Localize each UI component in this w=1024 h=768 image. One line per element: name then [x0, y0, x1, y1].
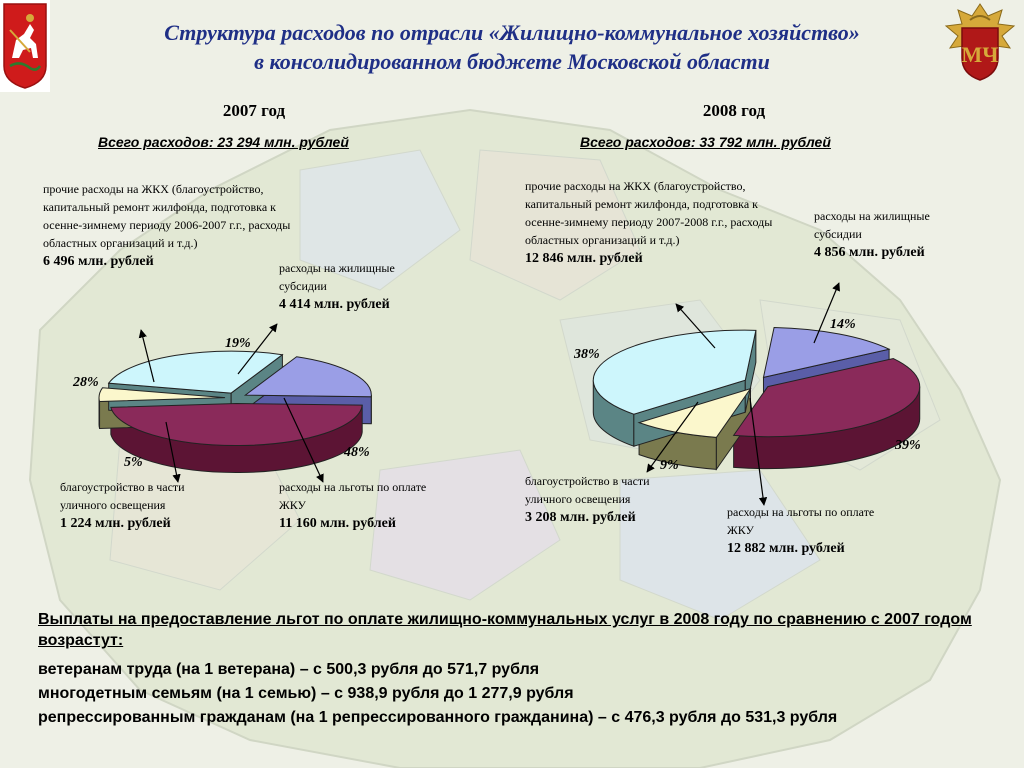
label-2008-other [525, 177, 780, 269]
label-2007-benefits [279, 478, 439, 534]
label-2008-benefits-text: расходы на льготы по оплате ЖКУ [727, 505, 875, 537]
label-2008-lighting-amount: 3 208 млн. рублей [525, 510, 636, 525]
pct-2008-subsidy: 14% [830, 317, 856, 332]
label-2007-subsidy [279, 259, 429, 315]
label-2007-other [43, 180, 293, 272]
pct-2007-subsidy: 19% [225, 336, 251, 351]
label-2007-lighting-amount: 1 224 млн. рублей [60, 516, 171, 531]
title-line-1: Структура расходов по отрасли «Жилищно-коммунальное хозяйство» [164, 20, 860, 45]
benefits-note [38, 609, 988, 730]
label-2008-other-amount: 12 846 млн. рублей [525, 251, 643, 266]
label-2008-lighting [525, 472, 695, 528]
label-2007-benefits-text: расходы на льготы по оплате ЖКУ [279, 480, 427, 512]
label-2008-subsidy-text: расходы на жилищные субсидии [814, 209, 930, 241]
label-2007-other-amount: 6 496 млн. рублей [43, 254, 154, 269]
note-row-veterans: ветеранам труда (на 1 ветерана) – с 500,3 рубля до 571,7 рубля [38, 661, 540, 678]
pct-2008-benefits: 39% [895, 438, 921, 453]
label-2007-benefits-amount: 11 160 млн. рублей [279, 516, 396, 531]
svg-text:МЧ: МЧ [961, 42, 999, 67]
label-2008-lighting-text: благоустройство в части уличного освещения [525, 474, 650, 506]
label-2007-other-text: прочие расходы на ЖКХ (благоустройство, капитальный ремонт жилфонда, подготовка к осенне-зимнему периоду 2006-2007 г.г., расходы областных организаций и т.д.) [43, 182, 291, 250]
year-2008-heading: 2008 год [702, 101, 766, 120]
label-2007-lighting-text: благоустройство в части уличного освещения [60, 480, 185, 512]
pct-2008-other: 38% [574, 347, 600, 362]
year-2007-heading: 2007 год [222, 101, 286, 120]
note-row-repressed: репрессированным гражданам (на 1 репрессированного гражданина) – с 476,3 рубля до 531,3 рубля [38, 709, 838, 726]
note-heading: Выплаты на предоставление льгот по оплате жилищно-коммунальных услуг в 2008 году по сравнению с 2007 годом возрастут: [38, 611, 972, 649]
label-2007-subsidy-amount: 4 414 млн. рублей [279, 297, 390, 312]
note-row-large-families: многодетным семьям (на 1 семью) – с 938,9 рубля до 1 277,9 рубля [38, 685, 574, 702]
total-2008: Всего расходов: 33 792 млн. рублей [580, 134, 831, 150]
label-2008-benefits [727, 503, 892, 559]
pct-2008-lighting: 9% [660, 458, 679, 473]
label-2007-lighting [60, 478, 230, 534]
total-2007: Всего расходов: 23 294 млн. рублей [98, 134, 349, 150]
label-2008-subsidy [814, 207, 964, 263]
pct-2007-lighting: 5% [124, 455, 143, 470]
label-2008-benefits-amount: 12 882 млн. рублей [727, 541, 845, 556]
label-2008-other-text: прочие расходы на ЖКХ (благоустройство, капитальный ремонт жилфонда, подготовка к осенне-зимнему периоду 2007-2008 г.г., расходы областных организаций и т.д.) [525, 179, 773, 247]
title-line-2: в консолидированном бюджете Московской области [254, 49, 770, 74]
pct-2007-other: 28% [73, 375, 99, 390]
pct-2007-benefits: 48% [344, 445, 370, 460]
label-2008-subsidy-amount: 4 856 млн. рублей [814, 245, 925, 260]
label-2007-subsidy-text: расходы на жилищные субсидии [279, 261, 395, 293]
